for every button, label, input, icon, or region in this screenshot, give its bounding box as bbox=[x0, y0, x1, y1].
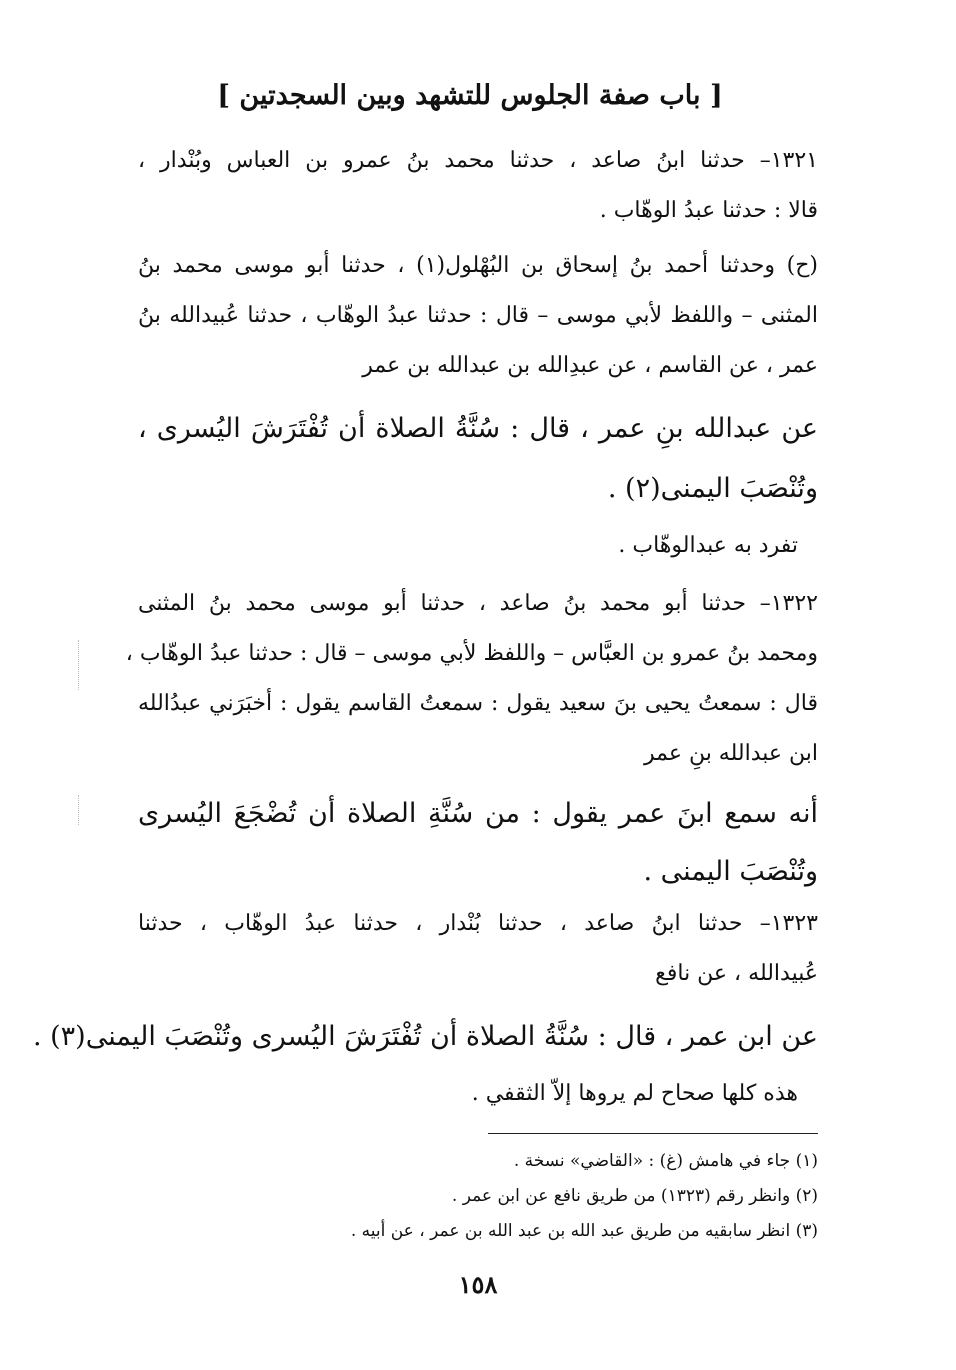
hadith-1321-comment: تفرد به عبدالوهّاب . bbox=[618, 533, 798, 558]
hadith-1321-matn-line-1: عن عبدالله بنِ عمر ، قال : سُنَّةُ الصلاة أن تُفْتَرَشَ اليُسرى ، bbox=[138, 413, 818, 444]
margin-dot-mark bbox=[78, 640, 79, 690]
hadith-1322-isnad-line-4: ابن عبدالله بنِ عمر bbox=[643, 741, 818, 766]
hadith-1323-isnad-line-1: ١٣٢٣– حدثنا ابنُ صاعد ، حدثنا بُنْدار ، حدثنا عبدُ الوهّاب ، حدثنا bbox=[138, 911, 818, 936]
hadith-1322-isnad-line-1: ١٣٢٢– حدثنا أبو محمد بنُ صاعد ، حدثنا أبو موسى محمد بنُ المثنى bbox=[138, 591, 818, 616]
hadith-1322-isnad-line-3: قال : سمعتُ يحيى بنَ سعيد يقول : سمعتُ القاسم يقول : أخبَرَني عبدُالله bbox=[138, 691, 818, 716]
footnote-divider bbox=[488, 1133, 818, 1134]
hadith-1323-comment: هذه كلها صحاح لم يروها إلاّ الثقفي . bbox=[471, 1081, 798, 1106]
footnote-1: (١) جاء في هامش (غ) : «القاضي» نسخة . bbox=[513, 1151, 818, 1171]
hadith-1322-isnad-line-2: ومحمد بنُ عمرو بن العبَّاس – واللفظ لأبي موسى – قال : حدثنا عبدُ الوهّاب ، bbox=[125, 641, 818, 666]
footnote-2: (٢) وانظر رقم (١٣٢٣) من طريق نافع عن ابن عمر . bbox=[451, 1186, 818, 1206]
margin-dot-mark bbox=[78, 795, 79, 825]
hadith-1323-matn-line-1: عن ابن عمر ، قال : سُنَّةُ الصلاة أن تُفْتَرَشَ اليُسرى وتُنْصَبَ اليمنى(٣) . bbox=[32, 1021, 818, 1052]
hadith-1321-isnad2-line-3: عمر ، عن القاسم ، عن عبدِالله بن عبدالله بن عمر bbox=[362, 353, 818, 378]
hadith-1322-matn-line-1: أنه سمع ابنَ عمر يقول : من سُنَّةِ الصلاة أن تُضْجَعَ اليُسرى bbox=[138, 798, 818, 829]
hadith-1322-matn-line-2: وتُنْصَبَ اليمنى . bbox=[643, 856, 818, 887]
hadith-1321-isnad-line-1: ١٣٢١– حدثنا ابنُ صاعد ، حدثنا محمد بنُ عمرو بن العباس وبُنْدار ، bbox=[138, 148, 818, 173]
hadith-1321-isnad-line-2: قالا : حدثنا عبدُ الوهّاب . bbox=[599, 198, 818, 223]
footnote-3: (٣) انظر سابقيه من طريق عبد الله بن عبد الله بن عمر ، عن أبيه . bbox=[350, 1221, 818, 1241]
hadith-1321-matn-line-2: وتُنْصَبَ اليمنى(٢) . bbox=[607, 473, 818, 504]
page-number: ١٥٨ bbox=[458, 1270, 498, 1299]
chapter-title: [ باب صفة الجلوس للتشهد وبين السجدتين ] bbox=[217, 80, 723, 111]
hadith-1323-isnad-line-2: عُبيدالله ، عن نافع bbox=[655, 961, 818, 986]
hadith-1321-isnad2-line-2: المثنى – واللفظ لأبي موسى – قال : حدثنا عبدُ الوهّاب ، حدثنا عُبيدالله بنُ bbox=[138, 303, 818, 328]
hadith-1321-isnad2-line-1: (ح) وحدثنا أحمد بنُ إسحاق بن البُهْلول(١) ، حدثنا أبو موسى محمد بنُ bbox=[138, 253, 818, 278]
